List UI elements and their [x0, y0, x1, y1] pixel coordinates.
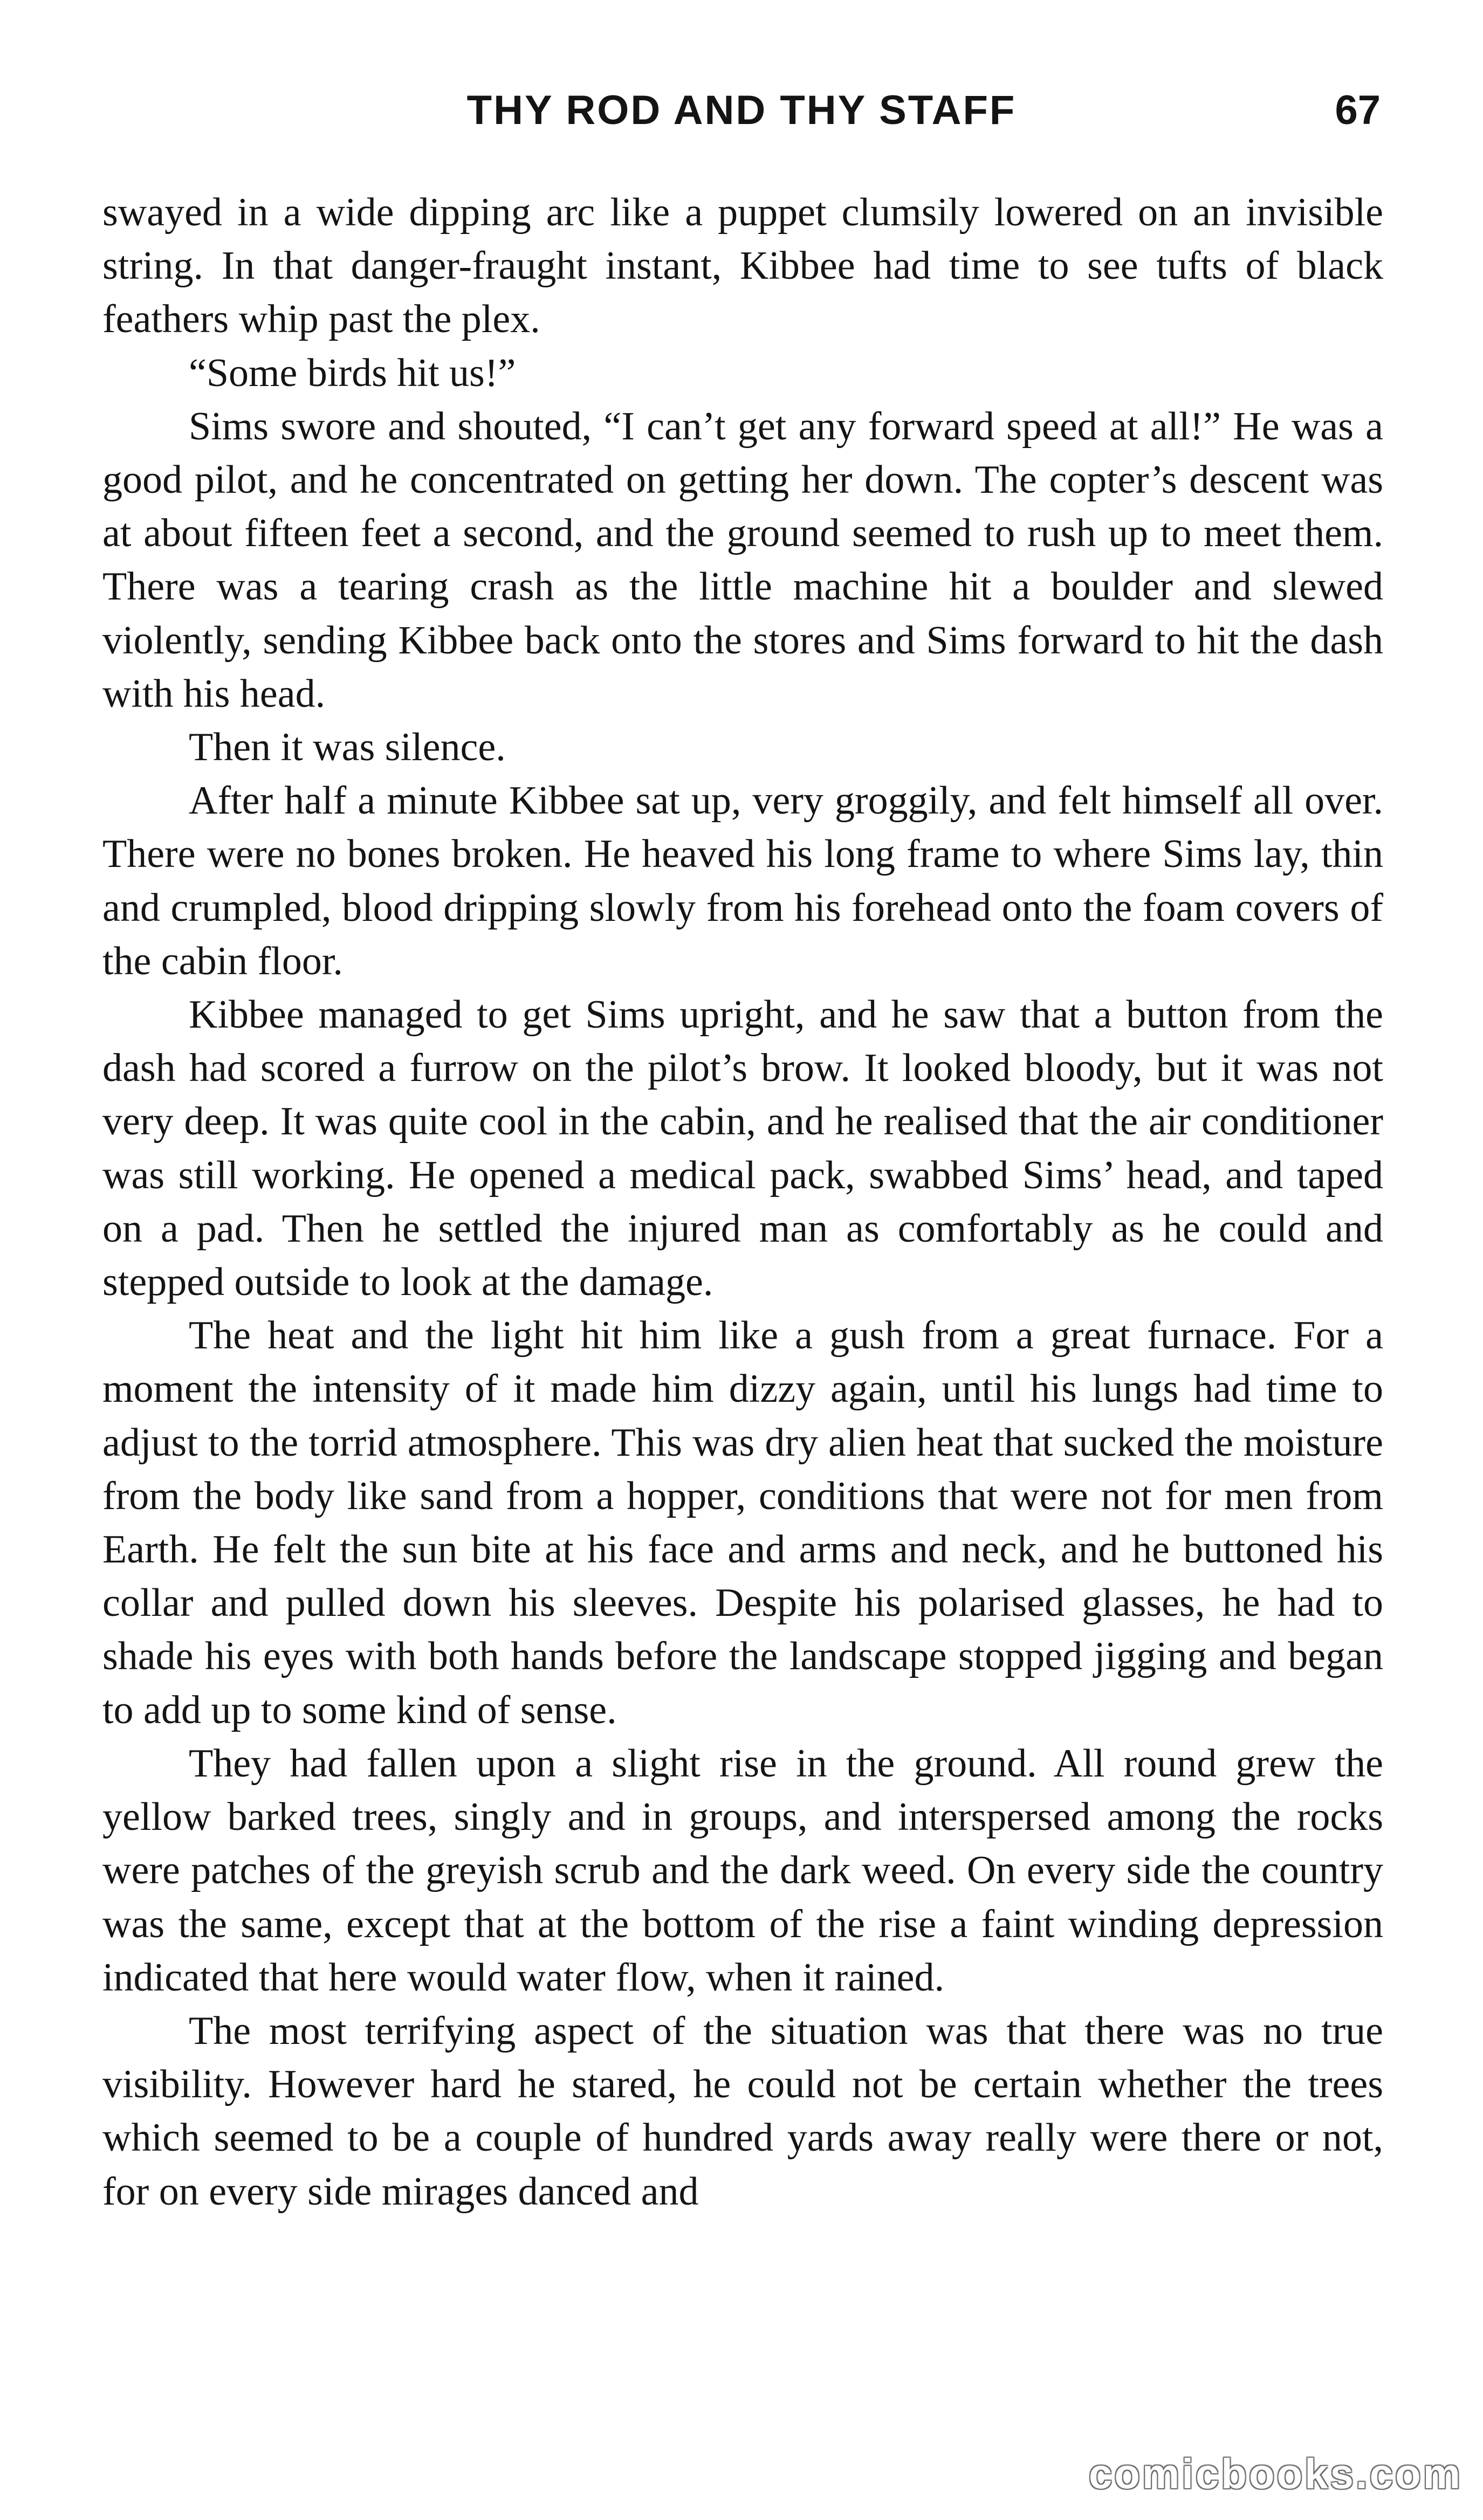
- paragraph: Then it was silence.: [189, 725, 506, 770]
- watermark: comicbooks.com: [1088, 2450, 1463, 2497]
- page-number: 67: [1335, 87, 1381, 133]
- paragraph: They had fallen upon a slight rise in the ground. All round grew the yellow barked trees, singly and in groups, and interspersed among the rocks were patches of the greyish scrub and the dark weed. On every side the country was the same, except that at the bottom of the rise a faint winding depression indicated that here would water flow, when it rained.: [102, 1741, 1383, 2000]
- paragraph: Kibbee managed to get Sims upright, and he saw that a button from the dash had scored a furrow on the pilot’s brow. It looked bloody, but it was not very deep. It was quite cool in the cabin, and he realised that the air conditioner was still working. He opened a medical pack, swabbed Sims’ head, and taped on a pad. Then he settled the injured man as comfortably as he could and stepped outside to look at the damage.: [102, 993, 1383, 1305]
- paragraph: The most terrifying aspect of the situation was that there was no true visibility. However hard he stared, he could not be certain whether the trees which seemed to be a couple of hundred yards away really were there or not, for on every side mirages danced and: [102, 2008, 1383, 2214]
- paragraph: Sims swore and shouted, “I can’t get any forward speed at all!” He was a good pilot, and he concentrated on getting her down. The copter’s descent was at about fifteen feet a second, and the ground seemed to rush up to meet them. There was a tearing crash as the little machine hit a boulder and slewed violently, sending Kibbee back onto the stores and Sims forward to hit the dash with his head.: [102, 404, 1383, 716]
- paragraph-continuation: swayed in a wide dipping arc like a puppet clumsily lowered on an invisible string. In that danger-fraught instant, Kibbee had time to see tufts of black feathers whip past the plex.: [102, 190, 1383, 342]
- paragraph: “Some birds hit us!”: [189, 350, 516, 395]
- page-header: [0, 81, 1483, 140]
- paragraph: The heat and the light hit him like a gush from a great furnace. For a moment the intensity of it made him dizzy again, until his lungs had time to adjust to the torrid atmosphere. This was dry alien heat that sucked the moisture from the body like sand from a hopper, conditions that were not for men from Earth. He felt the sun bite at his face and arms and neck, and he buttoned his collar and pulled down his sleeves. Despite his polarised glasses, he had to shade his eyes with both hands before the landscape stopped jigging and began to add up to some kind of sense.: [102, 1313, 1383, 1732]
- body-text: [102, 186, 1383, 2219]
- running-title: THY ROD AND THY STAFF: [466, 87, 1017, 133]
- paragraph: After half a minute Kibbee sat up, very groggily, and felt himself all over. There were no bones broken. He heaved his long frame to where Sims lay, thin and crumpled, blood dripping slowly from his forehead onto the foam covers of the cabin floor.: [102, 779, 1383, 983]
